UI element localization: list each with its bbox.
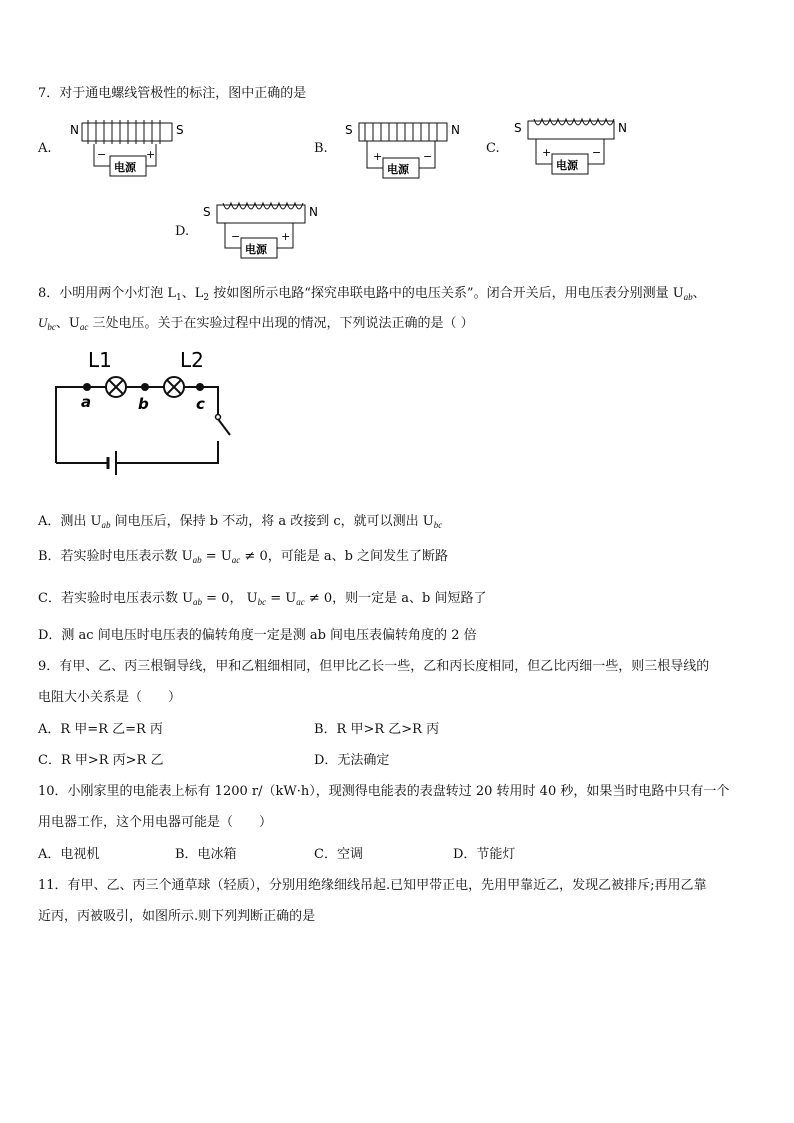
q10-option-b: B．电冰箱	[175, 847, 237, 862]
q7-solenoid-d	[203, 200, 323, 266]
q9-option-d: D．无法确定	[314, 753, 390, 768]
q10-option-c: C．空调	[314, 847, 363, 862]
node-c	[196, 383, 204, 391]
q7-option-b-label: B.	[314, 141, 328, 156]
q11-stem-line1: 11．有甲、乙、丙三个通草球（轻质），分别用绝缘细线吊起.已知甲带正电，先用甲靠近乙，发现乙被排斥;再用乙靠	[38, 878, 707, 893]
q7-b-right-pole: N	[451, 123, 460, 137]
q7-d-plus: +	[281, 230, 291, 243]
q11-stem-line2: 近丙，丙被吸引，如图所示.则下列判断正确的是	[38, 909, 316, 924]
q7-a-source-label: 电源	[114, 161, 136, 174]
q7-a-right-pole: S	[176, 123, 184, 137]
q9-stem-line2: 电阻大小关系是（ ）	[38, 690, 182, 705]
q7-a-plus: +	[146, 148, 156, 161]
q9-option-b: B．R 甲>R 乙>R 丙	[314, 722, 440, 737]
lamp-l1-label: L1	[88, 348, 112, 372]
q8-stem-line1: 8．小明用两个小灯泡 $L_1$、$L_2$ 按如图所示电路“探究串联电路中的电压关系”。闭合开关后，用电压表分别测量 $U_{ab}$、	[38, 286, 706, 303]
q7-c-right-pole: N	[618, 121, 627, 135]
q8-option-d: D．测 ac 间电压时电压表的偏转角度一定是测 ab 间电压表偏转角度的 2 倍	[38, 628, 477, 643]
q8-circuit-diagram	[50, 345, 250, 475]
q7-c-plus: +	[542, 146, 552, 159]
q7-b-plus: +	[373, 150, 383, 163]
q7-option-a-label: A.	[38, 141, 52, 156]
q7-d-source-label: 电源	[245, 243, 267, 256]
q7-c-minus: −	[592, 146, 602, 159]
q8-option-a: A．测出 $U_{ab}$ 间电压后，保持 b 不动，将 a 改接到 c，就可以测出 $U_{bc}$	[38, 514, 443, 530]
q7-a-left-pole: N	[70, 123, 79, 137]
q7-solenoid-b	[345, 118, 465, 184]
node-b-label: b	[138, 395, 149, 413]
q7-option-c-label: C.	[486, 141, 500, 156]
q10-stem-line2: 用电器工作，这个用电器可能是（ ）	[38, 815, 273, 830]
node-a-label: a	[81, 393, 92, 411]
q7-solenoid-a	[70, 118, 190, 184]
q8-option-c: C．若实验时电压表示数 $U_{ab} = 0$， $U_{bc} = U_{ac} \ne 0$，则一定是 a、b 间短路了	[38, 591, 487, 607]
q7-c-source-label: 电源	[556, 159, 578, 172]
node-c-label: c	[196, 395, 205, 413]
q7-d-minus: −	[231, 230, 241, 243]
node-b	[141, 383, 149, 391]
q9-option-c: C．R 甲>R 丙>R 乙	[38, 753, 164, 768]
switch-contact	[216, 415, 221, 420]
q7-option-d-label: D.	[175, 224, 190, 239]
q7-b-left-pole: S	[345, 123, 353, 137]
q7-a-minus: −	[97, 148, 107, 161]
lamp-l2-label: L2	[180, 348, 204, 372]
q8-option-b: B．若实验时电压表示数 $U_{ab} = U_{ac} \ne 0$，可能是 a、b 之间发生了断路	[38, 549, 449, 565]
node-a	[83, 383, 91, 391]
switch-blade	[218, 419, 230, 435]
q9-option-a: A．R 甲=R 乙=R 丙	[38, 722, 163, 737]
q7-d-right-pole: N	[309, 205, 318, 219]
q7-c-left-pole: S	[514, 121, 522, 135]
q7-d-left-pole: S	[203, 205, 211, 219]
q8-stem-line2: $U_{bc}$、$U_{ac}$ 三处电压。关于在实验过程中出现的情况，下列说法正确的是（ ）	[38, 315, 474, 332]
q10-stem-line1: 10．小刚家里的电能表上标有 1200 r/（kW·h），现测得电能表的表盘转过 20 转用时 40 秒，如果当时电路中只有一个	[38, 784, 730, 799]
q7-solenoid-c	[514, 116, 634, 182]
q7-b-minus: −	[423, 150, 433, 163]
q7-stem: 7．对于通电螺线管极性的标注，图中正确的是	[38, 86, 307, 101]
q9-stem-line1: 9．有甲、乙、丙三根铜导线，甲和乙粗细相同，但甲比乙长一些，乙和丙长度相同，但乙比丙细一些，则三根导线的	[38, 659, 710, 674]
q7-b-source-label: 电源	[387, 163, 409, 176]
q10-option-d: D．节能灯	[453, 847, 516, 862]
q10-option-a: A．电视机	[38, 847, 100, 862]
